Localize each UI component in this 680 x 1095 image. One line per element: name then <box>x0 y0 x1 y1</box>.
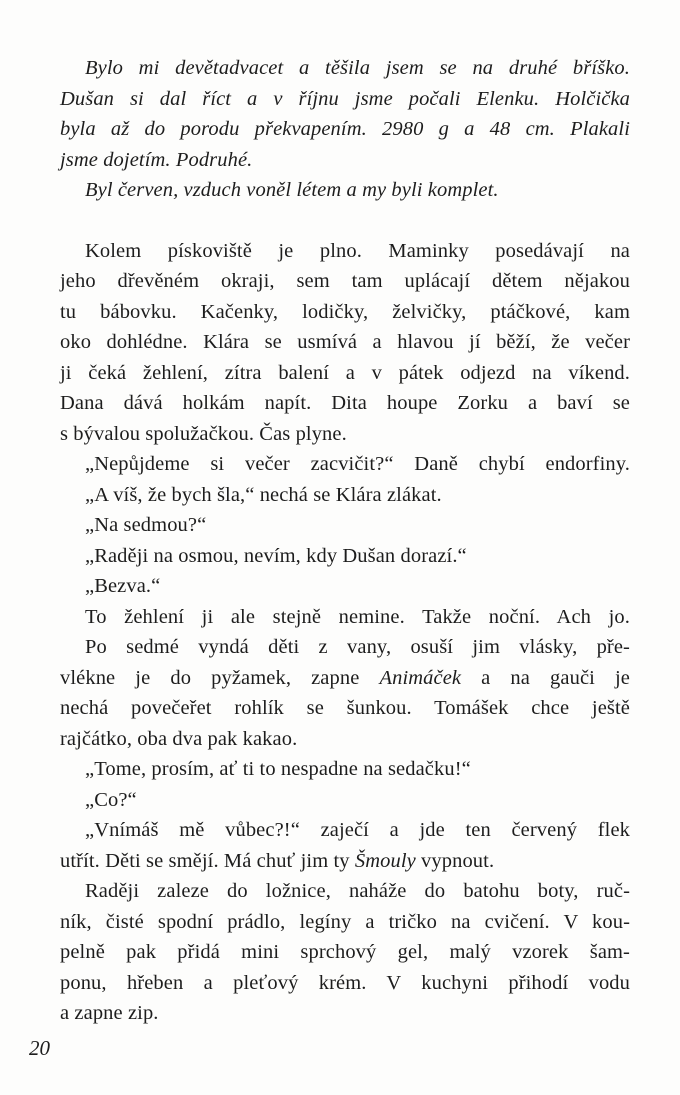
text-segment: ji čeká žehlení, zítra balení a v pátek odjezd na víkend. <box>60 361 630 384</box>
text-line <box>60 480 630 511</box>
text-segment: To žehlení ji ale stejně nemine. Takže noční. Ach jo. <box>85 605 630 628</box>
page-text <box>60 53 630 1029</box>
text-line <box>60 907 630 938</box>
text-segment: „Vnímáš mě vůbec?!“ zaječí a jde ten červený flek <box>85 819 630 841</box>
text-segment: a na gauči je <box>461 666 630 689</box>
text-line <box>60 815 630 846</box>
text-segment: jsme dojetím. Podruhé. <box>60 148 253 171</box>
text-segment: ponu, hřeben a pleťový krém. V kuchyni přihodí vodu <box>60 971 630 994</box>
text-line <box>60 754 630 785</box>
text-segment: Dana dává holkám napít. Dita houpe Zorku a baví se <box>60 392 630 414</box>
text-segment: pelně pak přidá mini sprchový gel, malý vzorek šam- <box>60 941 630 963</box>
text-line <box>60 388 630 419</box>
emphasis-text: Šmouly <box>354 849 416 872</box>
text-line <box>60 571 630 602</box>
text-segment: utřít. Děti se smějí. Má chuť jim ty <box>60 849 355 872</box>
text-line <box>60 693 630 724</box>
text-line <box>60 876 630 907</box>
text-segment: „Co?“ <box>85 788 137 811</box>
text-segment: „Nepůjdeme si večer zacvičit?“ Daně chybí endorfiny. <box>85 453 630 475</box>
text-segment: s bývalou spolužačkou. Čas plyne. <box>60 422 347 445</box>
text-segment: oko dohlédne. Klára se usmívá a hlavou jí běží, že večer <box>60 331 630 353</box>
text-segment: Po sedmé vyndá děti z vany, osuší jim vlásky, pře- <box>85 636 630 658</box>
text-line <box>60 145 630 176</box>
text-line <box>60 998 630 1029</box>
text-line <box>60 724 630 755</box>
text-segment: „Tome, prosím, ať ti to nespadne na sedačku!“ <box>85 758 471 780</box>
text-segment: Raději zaleze do ložnice, naháže do batohu boty, ruč- <box>85 880 630 902</box>
text-line <box>60 602 630 633</box>
text-segment: Dušan si dal říct a v říjnu jsme počali Elenku. Holčička <box>60 87 630 110</box>
text-segment: „Na sedmou?“ <box>85 514 207 536</box>
text-line <box>60 846 630 877</box>
text-line <box>60 937 630 968</box>
text-line <box>60 266 630 297</box>
text-segment: nechá povečeřet rohlík se šunkou. Tomášek chce ještě <box>60 697 630 719</box>
text-segment: „A víš, že bych šla,“ nechá se Klára zlákat. <box>85 483 442 506</box>
text-line <box>60 663 630 694</box>
text-line <box>60 297 630 328</box>
text-line <box>60 632 630 663</box>
text-segment: Kolem pískoviště je plno. Maminky posedávají na <box>85 239 630 262</box>
text-segment: a zapne zip. <box>60 1002 159 1024</box>
text-line <box>60 785 630 816</box>
text-line <box>60 114 630 145</box>
text-segment: Bylo mi devětadvacet a těšila jsem se na druhé bříško. <box>85 57 630 79</box>
text-line <box>60 236 630 267</box>
text-segment: Byl červen, vzduch voněl létem a my byli komplet. <box>85 179 499 201</box>
text-line <box>60 84 630 115</box>
text-line <box>60 175 630 206</box>
text-segment: ník, čisté spodní prádlo, legíny a tričko na cvičení. V kou- <box>60 910 630 933</box>
text-line <box>60 419 630 450</box>
text-segment: tu bábovku. Kačenky, lodičky, želvičky, ptáčkové, kam <box>60 300 630 323</box>
page-number: 20 <box>29 1036 50 1060</box>
text-line <box>60 968 630 999</box>
text-segment: vypnout. <box>415 849 495 872</box>
text-segment: rajčátko, oba dva pak kakao. <box>60 727 298 750</box>
text-line <box>60 449 630 480</box>
text-segment: vlékne je do pyžamek, zapne <box>60 666 380 689</box>
text-line <box>60 53 630 84</box>
emphasis-text: Animáček <box>379 666 462 689</box>
text-segment: „Bezva.“ <box>85 575 161 597</box>
text-segment: „Raději na osmou, nevím, kdy Dušan dorazí.“ <box>85 544 467 567</box>
text-segment: byla až do porodu překvapením. 2980 g a 48 cm. Plakali <box>60 118 630 140</box>
text-line <box>60 510 630 541</box>
text-line <box>60 327 630 358</box>
text-segment: jeho dřevěném okraji, sem tam uplácají dětem nějakou <box>60 270 630 292</box>
text-line <box>60 541 630 572</box>
text-line <box>60 358 630 389</box>
